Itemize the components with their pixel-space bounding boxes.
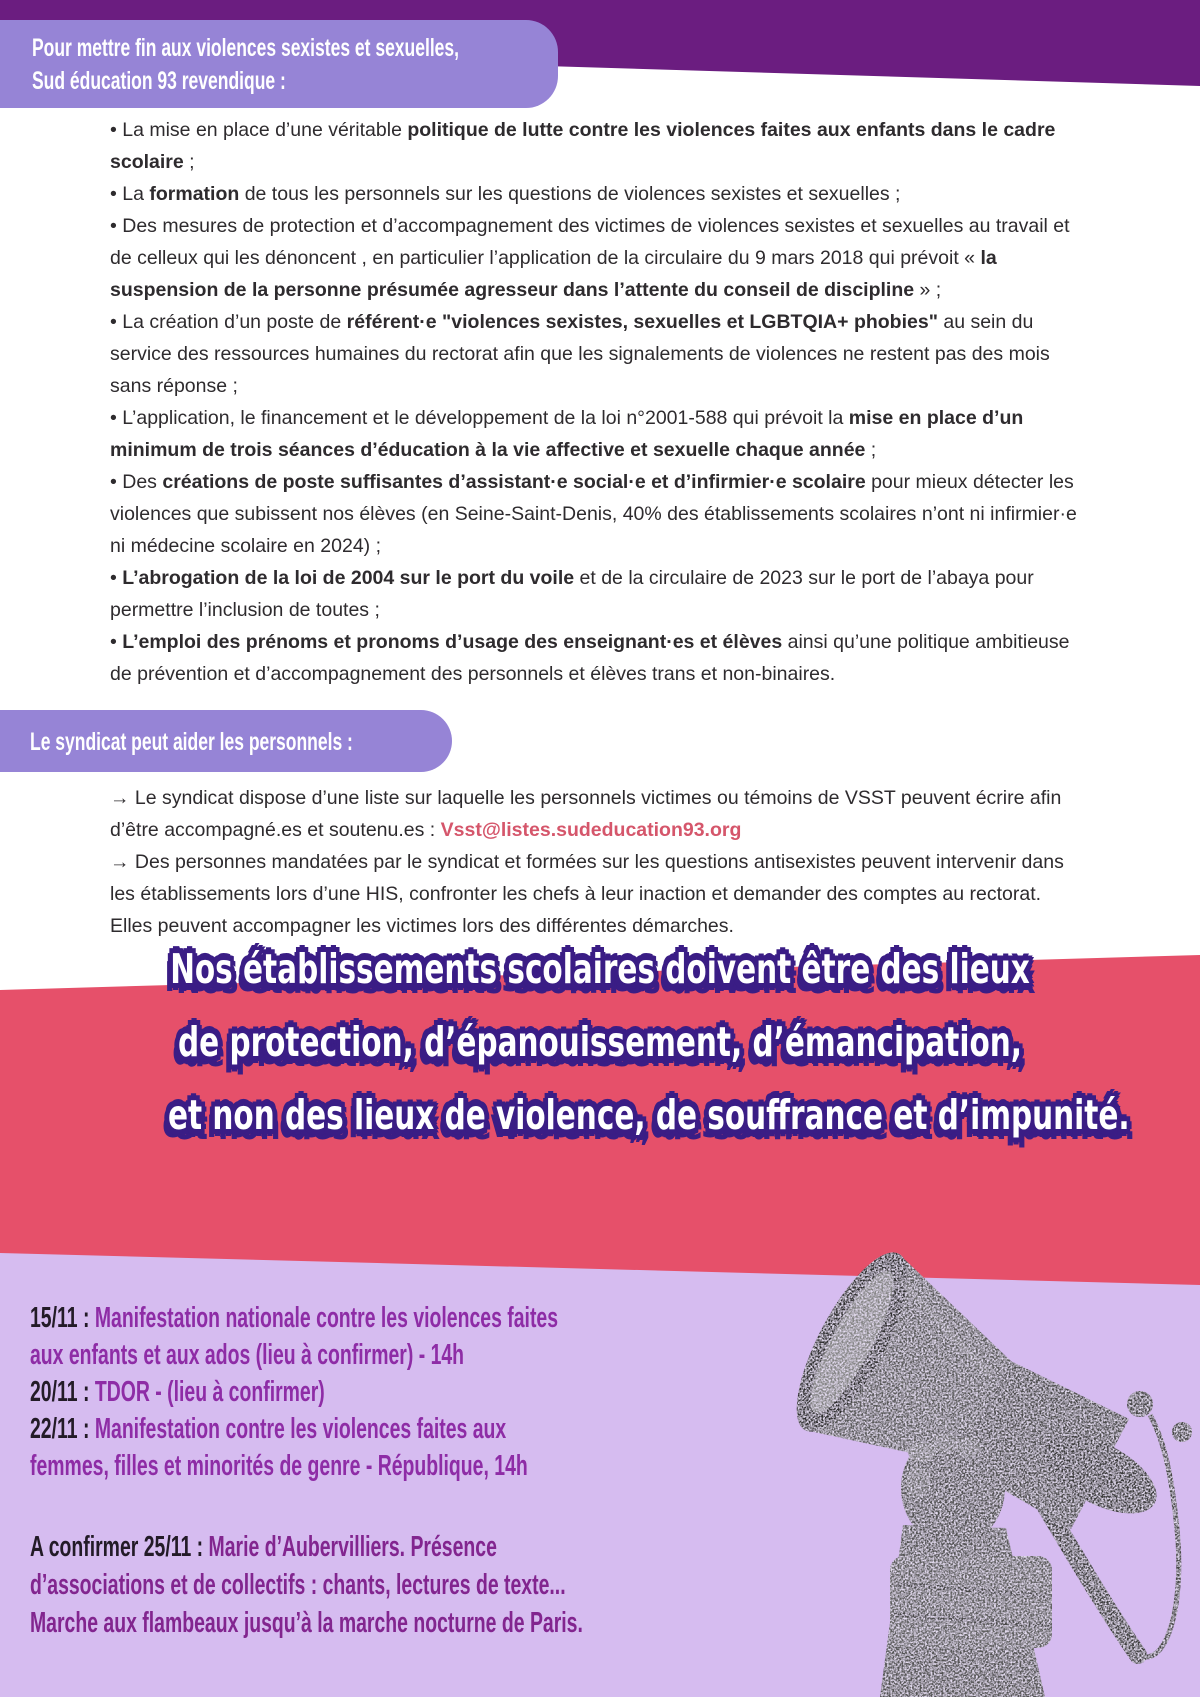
event-line (30, 1374, 558, 1411)
text: ; (865, 439, 877, 461)
text: • L’application, le financement et le développement de la loi n°2001-588 qui prévoit la (110, 407, 849, 429)
event-line (30, 1604, 583, 1642)
text: • La création d’un poste de (110, 311, 347, 333)
events-list (30, 1300, 558, 1485)
text: → Le syndicat dispose d’une liste sur laquelle les personnels victimes ou témoins de VSST peuvent écrire afin d’être accompagné.es et soutenu.es : (110, 787, 1062, 841)
demand-item (110, 114, 1090, 178)
text: → Des personnes mandatées par le syndicat et formées sur les questions antisexistes peuvent intervenir dans les établissements lors d’une HIS, confronter les chefs à leur inaction et demander des comptes au rectorat. Elles peuvent accompagner les victimes lors des différentes démarches. (110, 851, 1064, 937)
bold-text: créations de poste suffisantes d’assistant·e social·e et d’infirmier·e scolaire (162, 471, 866, 493)
demand-item (110, 562, 1090, 626)
demand-item (110, 210, 1090, 306)
header-badge-line2: Sud éducation 93 revendique : (32, 67, 286, 95)
text: • La mise en place d’une véritable (110, 119, 408, 141)
text: femmes, filles et minorités de genre - République, 14h (30, 1450, 528, 1482)
text: Marche aux flambeaux jusqu’à la marche nocturne de Paris. (30, 1607, 583, 1639)
date-label: A confirmer 25/11 : (30, 1531, 209, 1563)
text: aux enfants et aux ados (lieu à confirmer) - 14h (30, 1339, 465, 1371)
event-line (30, 1528, 583, 1566)
bold-text: mise en place d’un minimum de trois séances d’éducation à la vie affective et sexuelle chaque année (110, 407, 1024, 461)
text: • (110, 567, 123, 589)
bold-text: la suspension de la personne présumée agresseur dans l’attente du conseil de discipline (110, 247, 997, 301)
text: • (110, 631, 123, 653)
event-line (30, 1448, 558, 1485)
header-badge (0, 20, 558, 108)
date-label: 20/11 : (30, 1376, 95, 1408)
header-badge-line1: Pour mettre fin aux violences sexistes et sexuelles, (32, 34, 460, 62)
bold-text: politique de lutte contre les violences faites aux enfants dans le cadre scolaire (110, 119, 1056, 173)
text: au sein du service des ressources humaines du rectorat afin que les signalements de violences ne restent pas des mois sans réponse ; (110, 311, 1050, 397)
event-line (30, 1411, 558, 1448)
event-line (30, 1337, 558, 1374)
banner-line: Nos établissements scolaires doivent être des lieux (170, 945, 1030, 993)
help-badge (0, 710, 452, 772)
text: » ; (914, 279, 942, 301)
bold-text: L’emploi des prénoms et pronoms d’usage des enseignant·es et élèves (122, 631, 783, 653)
help-badge-label: Le syndicat peut aider les personnels : (30, 728, 353, 756)
bold-text: L’abrogation de la loi de 2004 sur le port du voile (122, 567, 575, 589)
demand-item (110, 402, 1090, 466)
text: • Des mesures de protection et d’accompagnement des victimes de violences sexistes et sexuelles au travail et de celleux qui les dénoncent , en particulier l’application de la circulaire du 9 mars 2018 qui prévoit « (110, 215, 1070, 269)
banner-slogan (0, 933, 1200, 1152)
demand-item (110, 306, 1090, 402)
demand-item (110, 178, 1090, 210)
megaphone-icon (760, 1240, 1200, 1697)
event-line (30, 1300, 558, 1337)
demand-item (110, 626, 1090, 690)
help-list (110, 782, 1068, 942)
confirm-event (30, 1528, 583, 1642)
banner-line: et non des lieux de violence, de souffrance et d’impunité. (167, 1091, 1130, 1139)
email-link[interactable]: Vsst@listes.sudeducation93.org (440, 819, 742, 841)
help-item (110, 782, 1068, 846)
text: ; (183, 151, 195, 173)
text: pour mieux détecter les violences que subissent nos élèves (en Seine-Saint-Denis, 40% des établissements scolaires n’ont ni infirmier·e ni médecine scolaire en 2024) ; (110, 471, 1077, 557)
date-label: 22/11 : (30, 1413, 95, 1445)
text: • Des (110, 471, 163, 493)
bold-text: référent·e "violences sexistes, sexuelles et LGBTQIA+ phobies" (346, 311, 938, 333)
text: Manifestation nationale contre les violences faites (94, 1302, 559, 1334)
text: et de la circulaire de 2023 sur le port de l’abaya pour permettre l’inclusion de toutes ; (110, 567, 1034, 621)
text: Manifestation contre les violences faites aux (94, 1413, 507, 1445)
demands-list (110, 114, 1090, 690)
text: Marie d’Aubervilliers. Présence (208, 1531, 497, 1563)
event-line (30, 1566, 583, 1604)
text: TDOR - (lieu à confirmer) (94, 1376, 325, 1408)
text: • La (110, 183, 150, 205)
demand-item (110, 466, 1090, 562)
text: ainsi qu’une politique ambitieuse de prévention et d’accompagnement des personnels et élèves trans et non-binaires. (110, 631, 1070, 685)
help-item (110, 846, 1068, 942)
text: de tous les personnels sur les questions de violences sexistes et sexuelles ; (239, 183, 901, 205)
bold-text: formation (149, 183, 240, 205)
date-label: 15/11 : (30, 1302, 95, 1334)
text: d’associations et de collectifs : chants, lectures de texte... (30, 1569, 566, 1601)
banner-line: de protection, d’épanouissement, d’émancipation, (178, 1018, 1022, 1066)
